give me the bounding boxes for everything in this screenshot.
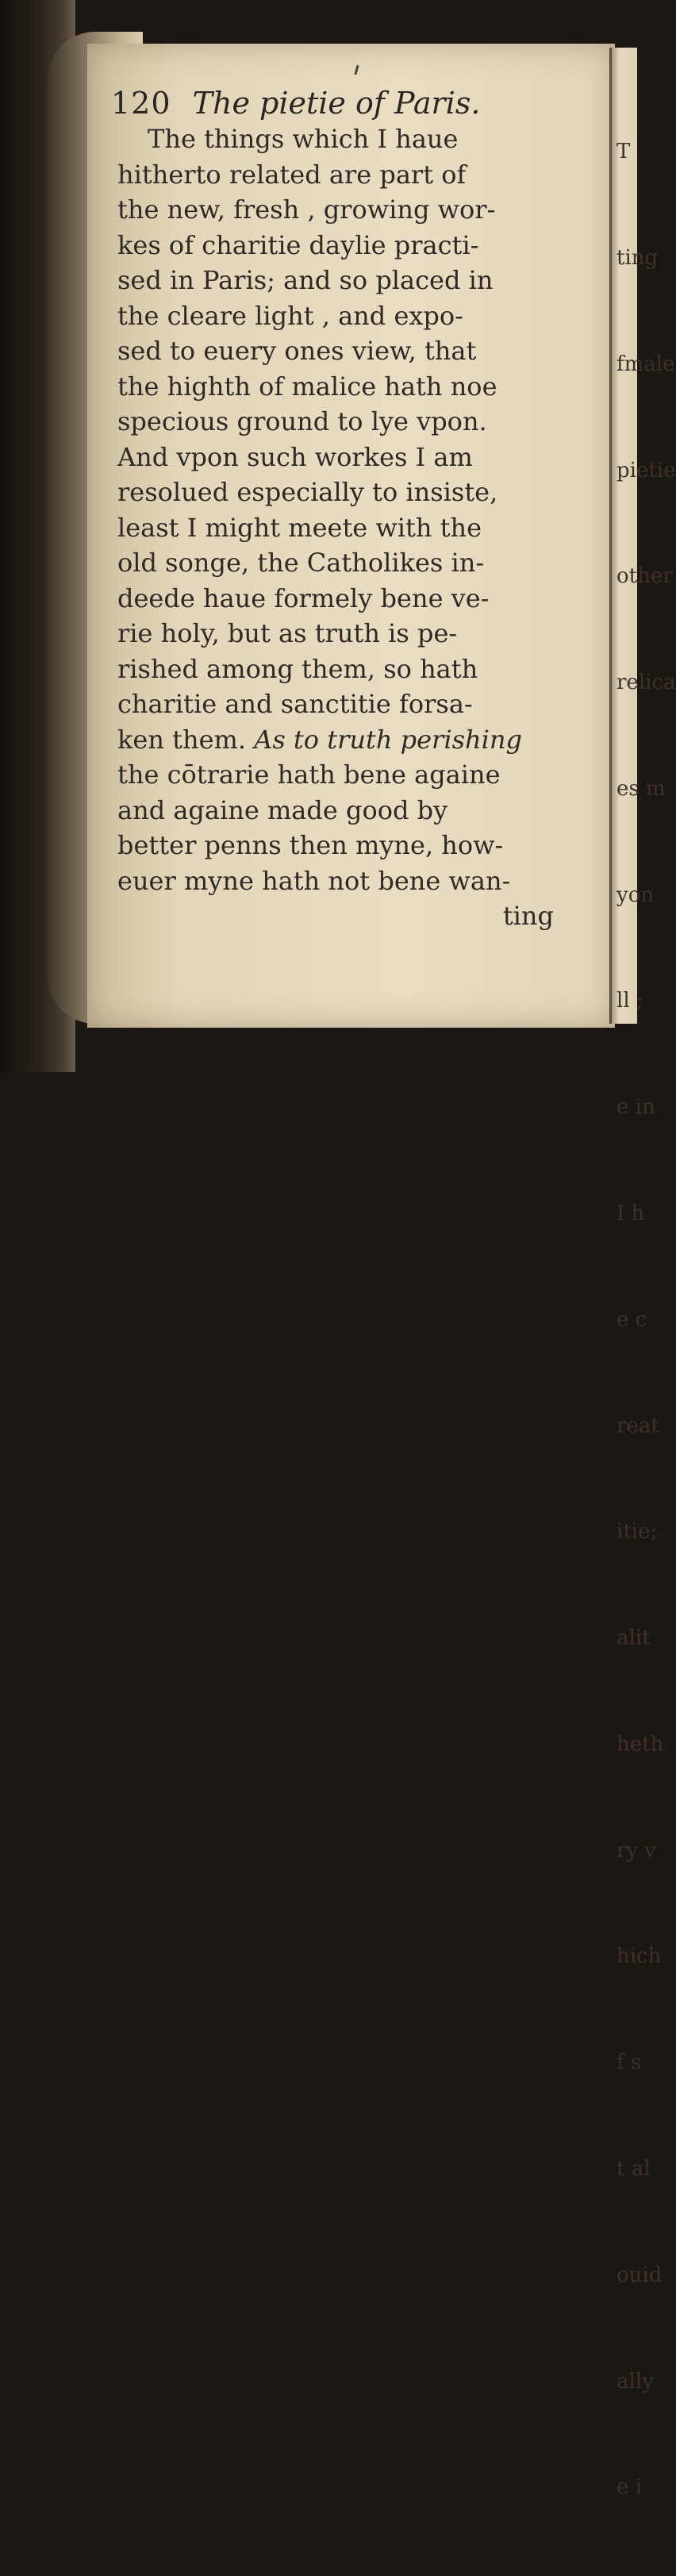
text-line: hitherto related are part of bbox=[117, 159, 467, 190]
text-line: deede haue formely bene ve- bbox=[117, 582, 490, 613]
text-line: the cleare light , and expo- bbox=[117, 300, 463, 331]
text-fragment: e in bbox=[616, 1095, 655, 1120]
facing-page-text bbox=[616, 63, 676, 2576]
running-head bbox=[111, 86, 480, 121]
text-line: old songe, the Catholikes in- bbox=[117, 548, 485, 578]
text-fragment: f s bbox=[616, 2051, 642, 2075]
text-fragment: I h bbox=[616, 1201, 645, 1225]
text-line: sed in Paris; and so placed in bbox=[117, 265, 494, 295]
text-fragment: ll ; bbox=[616, 989, 643, 1013]
catchword: ting bbox=[502, 901, 554, 931]
text-line: rie holy, but as truth is pe- bbox=[117, 618, 458, 648]
text-fragment: e i bbox=[616, 2475, 642, 2500]
text-line: the cōtrarie hath bene againe bbox=[117, 759, 501, 790]
text-line: euer myne hath not bene wan- bbox=[117, 865, 511, 896]
text-line: better penns then myne, how- bbox=[117, 830, 504, 860]
text-fragment: ken them. bbox=[117, 724, 247, 755]
facing-page-edge bbox=[609, 48, 676, 2500]
text-fragment: reat bbox=[616, 1413, 659, 1438]
text-line: The things which I haue bbox=[148, 124, 459, 154]
text-line: specious ground to lye vpon. bbox=[117, 406, 487, 436]
text-fragment: es m bbox=[616, 776, 666, 801]
text-fragment: alit bbox=[616, 1626, 651, 1651]
text-line: the highth of malice hath noe bbox=[117, 371, 497, 402]
text-fragment: other bbox=[616, 564, 673, 589]
text-fragment: t al bbox=[616, 2157, 651, 2182]
text-fragment: ally bbox=[616, 2369, 654, 2393]
text-line: rished among them, so hath bbox=[117, 653, 478, 684]
text-fragment: itie; bbox=[616, 1520, 658, 1544]
text-line: the new, fresh , growing wor- bbox=[117, 194, 496, 225]
text-fragment: pietie bbox=[616, 458, 676, 483]
text-line: charitie and sanctitie forsa- bbox=[117, 689, 473, 719]
text-line: least I might meete with the bbox=[117, 512, 482, 543]
text-line: kes of charitie daylie practi- bbox=[117, 229, 479, 260]
body-text bbox=[117, 121, 601, 934]
text-fragment: hich bbox=[616, 1944, 662, 1969]
text-line-with-sidenote bbox=[117, 722, 601, 758]
text-line: and againe made good by bbox=[117, 794, 448, 825]
text-fragment: relica bbox=[616, 671, 676, 695]
text-fragment: e c bbox=[616, 1307, 647, 1332]
text-fragment: T bbox=[616, 140, 631, 164]
text-fragment: ry v bbox=[616, 1838, 657, 1863]
text-fragment: ouid bbox=[616, 2263, 663, 2287]
text-fragment: fmale bbox=[616, 352, 675, 376]
text-line: sed to euery ones view, that bbox=[117, 336, 477, 366]
inline-sidenote: As to truth perishing bbox=[254, 724, 522, 755]
page-number: 120 bbox=[111, 86, 171, 121]
text-line: And vpon such workes I am bbox=[117, 441, 473, 472]
text-fragment: yon bbox=[616, 882, 655, 907]
text-line: resolued especially to insiste, bbox=[117, 477, 498, 507]
text-fragment: ting bbox=[616, 245, 659, 270]
text-fragment: heth bbox=[616, 1732, 664, 1756]
running-title: The pietie of Paris. bbox=[192, 86, 481, 121]
